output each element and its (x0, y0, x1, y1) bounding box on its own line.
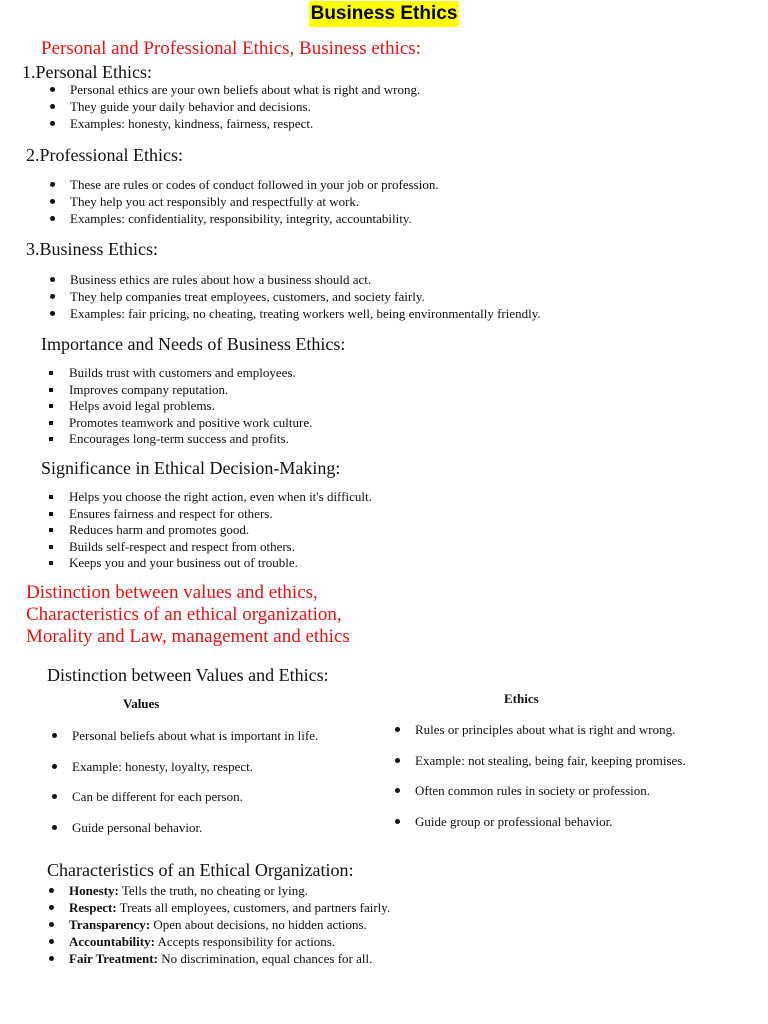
characteristic-term: Honesty: (69, 883, 119, 898)
characteristic-desc: Accepts responsibility for actions. (154, 934, 336, 949)
list-item (41, 950, 390, 967)
list-item: Helps you choose the right action, even when it's difficult. (43, 489, 372, 506)
list-item: Guide personal behavior. (44, 819, 318, 850)
list-item (41, 899, 390, 916)
list-item: They help you act responsibly and respectfully at work. (42, 193, 439, 210)
significance-heading: Significance in Ethical Decision-Making: (41, 458, 341, 478)
section-heading-values-line-3: Morality and Law, management and ethics (26, 626, 350, 647)
list-item: Builds self-respect and respect from others. (43, 539, 372, 556)
list-item: Examples: honesty, kindness, fairness, respect. (42, 115, 420, 132)
significance-list (43, 489, 372, 572)
list-item: Examples: fair pricing, no cheating, treating workers well, being environmentally friendly. (42, 305, 541, 322)
personal-ethics-heading: 1.Personal Ethics: (22, 62, 152, 82)
characteristic-desc: Open about decisions, no hidden actions. (150, 917, 367, 932)
list-item: Personal ethics are your own beliefs about what is right and wrong. (42, 81, 420, 98)
ethics-list (387, 721, 686, 843)
title-container (0, 1, 768, 27)
list-item: Guide group or professional behavior. (387, 813, 686, 844)
list-item: Example: honesty, loyalty, respect. (44, 758, 318, 789)
distinction-heading: Distinction between Values and Ethics: (47, 665, 329, 685)
list-item: Builds trust with customers and employees. (43, 365, 312, 382)
importance-list (43, 365, 312, 448)
list-item (41, 916, 390, 933)
list-item: Helps avoid legal problems. (43, 398, 312, 415)
importance-heading: Importance and Needs of Business Ethics: (41, 334, 346, 354)
list-item: Reduces harm and promotes good. (43, 522, 372, 539)
list-item (41, 882, 390, 899)
section-heading-personal-professional: Personal and Professional Ethics, Business ethics: (41, 38, 421, 59)
list-item: Business ethics are rules about how a business should act. (42, 271, 541, 288)
professional-ethics-heading: 2.Professional Ethics: (26, 145, 183, 165)
list-item: Encourages long-term success and profits. (43, 431, 312, 448)
list-item: Examples: confidentiality, responsibility, integrity, accountability. (42, 210, 439, 227)
list-item: These are rules or codes of conduct followed in your job or profession. (42, 176, 439, 193)
characteristic-desc: Treats all employees, customers, and partners fairly. (116, 900, 391, 915)
characteristics-heading: Characteristics of an Ethical Organization: (47, 860, 354, 880)
list-item: Example: not stealing, being fair, keeping promises. (387, 752, 686, 783)
section-heading-values-line-2: Characteristics of an ethical organization, (26, 604, 342, 625)
characteristic-term: Transparency: (69, 917, 151, 932)
business-ethics-heading: 3.Business Ethics: (26, 239, 159, 259)
characteristic-term: Fair Treatment: (69, 951, 158, 966)
characteristic-desc: No discrimination, equal chances for all. (157, 951, 373, 966)
professional-ethics-list (42, 176, 439, 227)
list-item (41, 933, 390, 950)
list-item: Ensures fairness and respect for others. (43, 506, 372, 523)
list-item: Promotes teamwork and positive work culture. (43, 415, 312, 432)
list-item: Personal beliefs about what is important in life. (44, 727, 318, 758)
list-item: Improves company reputation. (43, 382, 312, 399)
values-list (44, 727, 318, 849)
list-item: Often common rules in society or profession. (387, 782, 686, 813)
characteristic-term: Accountability: (69, 934, 155, 949)
characteristics-list (41, 882, 390, 967)
section-heading-values-line-1: Distinction between values and ethics, (26, 582, 318, 603)
characteristic-desc: Tells the truth, no cheating or lying. (118, 883, 308, 898)
values-column-title: Values (123, 696, 160, 711)
list-item: Keeps you and your business out of trouble. (43, 555, 372, 572)
list-item: They guide your daily behavior and decisions. (42, 98, 420, 115)
list-item: They help companies treat employees, customers, and society fairly. (42, 288, 541, 305)
list-item: Can be different for each person. (44, 788, 318, 819)
characteristic-term: Respect: (69, 900, 117, 915)
business-ethics-list (42, 271, 541, 322)
list-item: Rules or principles about what is right and wrong. (387, 721, 686, 752)
page-title: Business Ethics (309, 1, 460, 27)
ethics-column-title: Ethics (504, 691, 539, 706)
personal-ethics-list (42, 81, 420, 132)
